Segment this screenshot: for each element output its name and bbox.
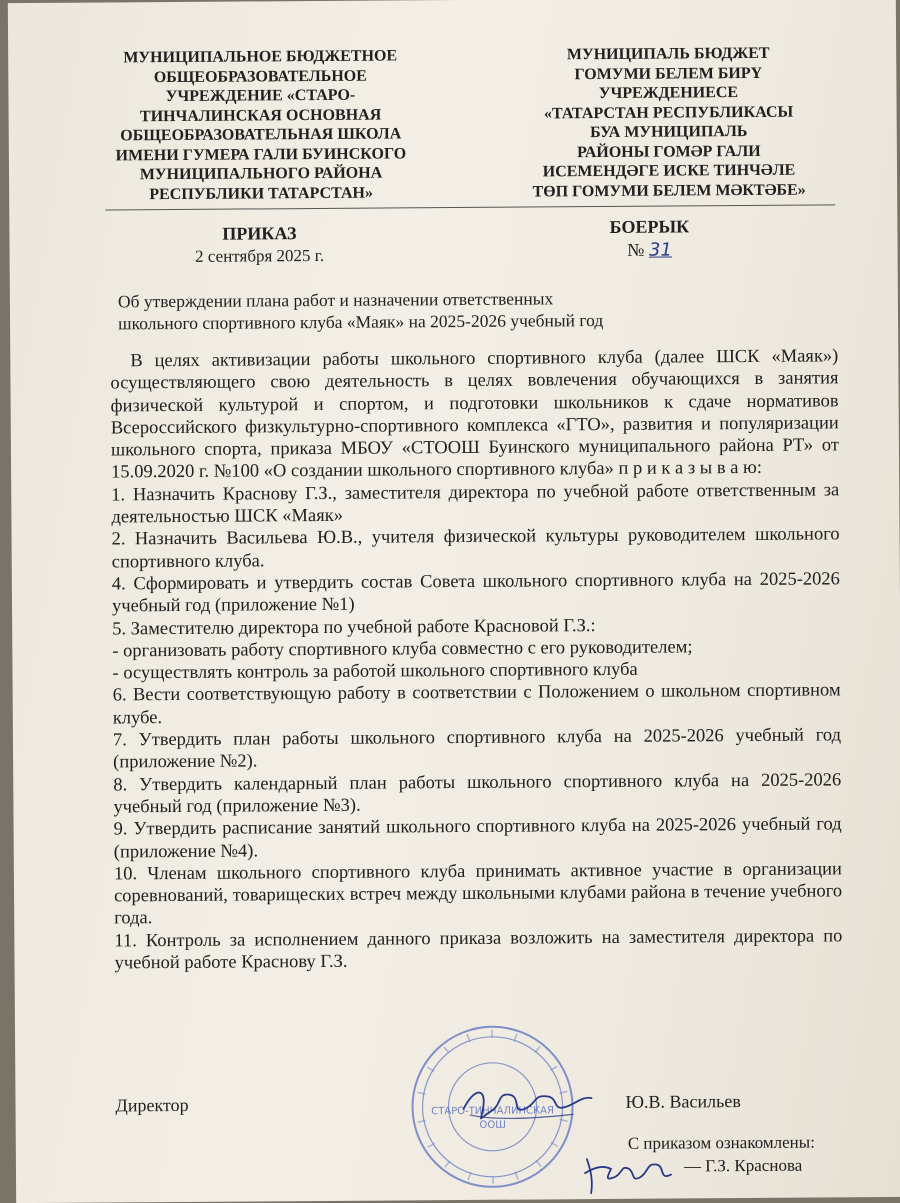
order-subject	[118, 286, 818, 335]
order-title-tt: БОЕРЫК	[559, 216, 739, 238]
header-left-line: РЕСПУБЛИКИ ТАТАРСТАН»	[101, 183, 421, 205]
header-right-line: ТӨП ГОМУМИ БЕЛЕМ МӘКТӘБЕ»	[509, 180, 829, 202]
header-left-line: ТИНЧАЛИНСКАЯ ОСНОВНАЯ	[101, 105, 421, 127]
order-item: 11. Контроль за исполнением данного приказа возложить на заместителя директора по учебной работе Краснову Г.З.	[114, 925, 842, 975]
acknowledgement-dash: —	[684, 1156, 701, 1175]
header-right-line: ИСЕМЕНДӘГЕ ИСКЕ ТИНЧӘЛЕ	[509, 160, 829, 182]
stamp-text-line2: ООШ	[479, 1120, 506, 1131]
header-divider	[105, 204, 835, 210]
number-sign: №	[627, 240, 644, 260]
director-signature	[455, 1074, 595, 1130]
order-title-block	[159, 223, 359, 267]
header-right-line: РАЙОНЫ ГОМӘР ГАЛИ	[509, 141, 829, 163]
header-right-line: УЧРЕЖДЕНИЕСЕ	[508, 82, 828, 104]
order-item: 8. Утвердить календарный план работы школьного спортивного клуба на 2025-2026 учебный год (приложение №3).	[113, 769, 841, 819]
order-number-handwritten: 31	[649, 240, 672, 261]
header-right-line: БУА МУНИЦИПАЛЬ	[509, 121, 829, 143]
order-title-ru: ПРИКАЗ	[159, 223, 359, 245]
order-item: 7. Утвердить план работы школьного спортивного клуба на 2025-2026 учебный год (приложение №2).	[113, 724, 841, 774]
order-item: 5. Заместителю директора по учебной работе Красновой Г.З.:	[112, 613, 840, 640]
order-item: 10. Членам школьного спортивного клуба принимать активное участие в организации соревнований, товарищеских встреч между школьными клубами района в течение учебного года.	[114, 858, 842, 930]
acknowledgement-name: Г.З. Краснова	[705, 1156, 802, 1176]
order-item: - организовать работу спортивного клуба совместно с его руководителем;	[112, 635, 840, 662]
acknowledgement-signature	[581, 1146, 686, 1197]
subject-line: школьного спортивного клуба «Маяк» на 2025-2026 учебный год	[118, 308, 818, 335]
order-number-block	[559, 216, 739, 261]
header-right-line: «ТАТАРСТАН РЕСПУБЛИКАСЫ	[509, 102, 829, 124]
order-item: 2. Назначить Васильева Ю.В., учителя физической культуры руководителем школьного спортивного клуба.	[111, 524, 839, 574]
director-label: Директор	[115, 1095, 188, 1117]
header-left-line: УЧРЕЖДЕНИЕ «СТАРО-	[100, 85, 420, 107]
intro-paragraph: В целях активизации работы школьного спортивного клуба (далее ШСК «Маяк») осуществляющего свою деятельность в целях вовлечения обучающихся в занятия физической культурой и спортом, и подготовки школьников к сдаче нормативов Всероссийского физкультурно-спортивного комплекса «ГТО», развития и популяризации школьного спорта, приказа МБОУ «СТООШ Буинского муниципального района РТ» от 15.09.2020 г. №100 «О создании школьного спортивного клуба» п р и к а з ы в а ю:	[110, 345, 839, 484]
acknowledgement-label: С приказом ознакомлены:	[628, 1133, 815, 1154]
order-item: 4. Сформировать и утвердить состав Совета школьного спортивного клуба на 2025-2026 учебный год (приложение №1)	[112, 568, 840, 618]
order-item: 6. Вести соответствующую работу в соответствии с Положением о школьном спортивном клубе.	[113, 680, 841, 730]
order-item: 1. Назначить Краснову Г.З., заместителя директора по учебной работе ответственным за деятельностью ШСК «Маяк»	[111, 479, 839, 529]
subject-line: Об утверждении плана работ и назначении ответственных	[118, 286, 818, 313]
director-name: Ю.В. Васильев	[625, 1091, 740, 1113]
header-left-russian	[100, 46, 421, 204]
stamp-text-line1: СТАРО-ТИНЧАЛИНСКАЯ	[431, 1105, 554, 1117]
header-left-line: ИМЕНИ ГУМЕРА ГАЛИ БУИНСКОГО	[101, 144, 421, 166]
order-number	[559, 239, 739, 261]
order-body	[110, 345, 842, 974]
document-page	[8, 0, 900, 1203]
header-right-tatar	[508, 43, 829, 201]
order-item: - осуществлять контроль за работой школьного спортивного клуба	[112, 658, 840, 685]
header-left-line: ОБЩЕОБРАЗОВАТЕЛЬНАЯ ШКОЛА	[101, 124, 421, 146]
header-right-line: МУНИЦИПАЛЬ БЮДЖЕТ	[508, 43, 828, 65]
acknowledgement-name-row	[684, 1156, 802, 1177]
order-item: 9. Утвердить расписание занятий школьного спортивного клуба на 2025-2026 учебный год (приложение №4).	[114, 814, 842, 864]
order-date: 2 сентября 2025 г.	[160, 246, 360, 267]
header-left-line: МУНИЦИПАЛЬНОЕ БЮДЖЕТНОЕ	[100, 46, 420, 68]
header-left-line: ОБЩЕОБРАЗОВАТЕЛЬНОЕ	[100, 66, 420, 88]
header-right-line: ГОМУМИ БЕЛЕМ БИРҮ	[508, 63, 828, 85]
header-left-line: МУНИЦИПАЛЬНОГО РАЙОНА	[101, 163, 421, 185]
